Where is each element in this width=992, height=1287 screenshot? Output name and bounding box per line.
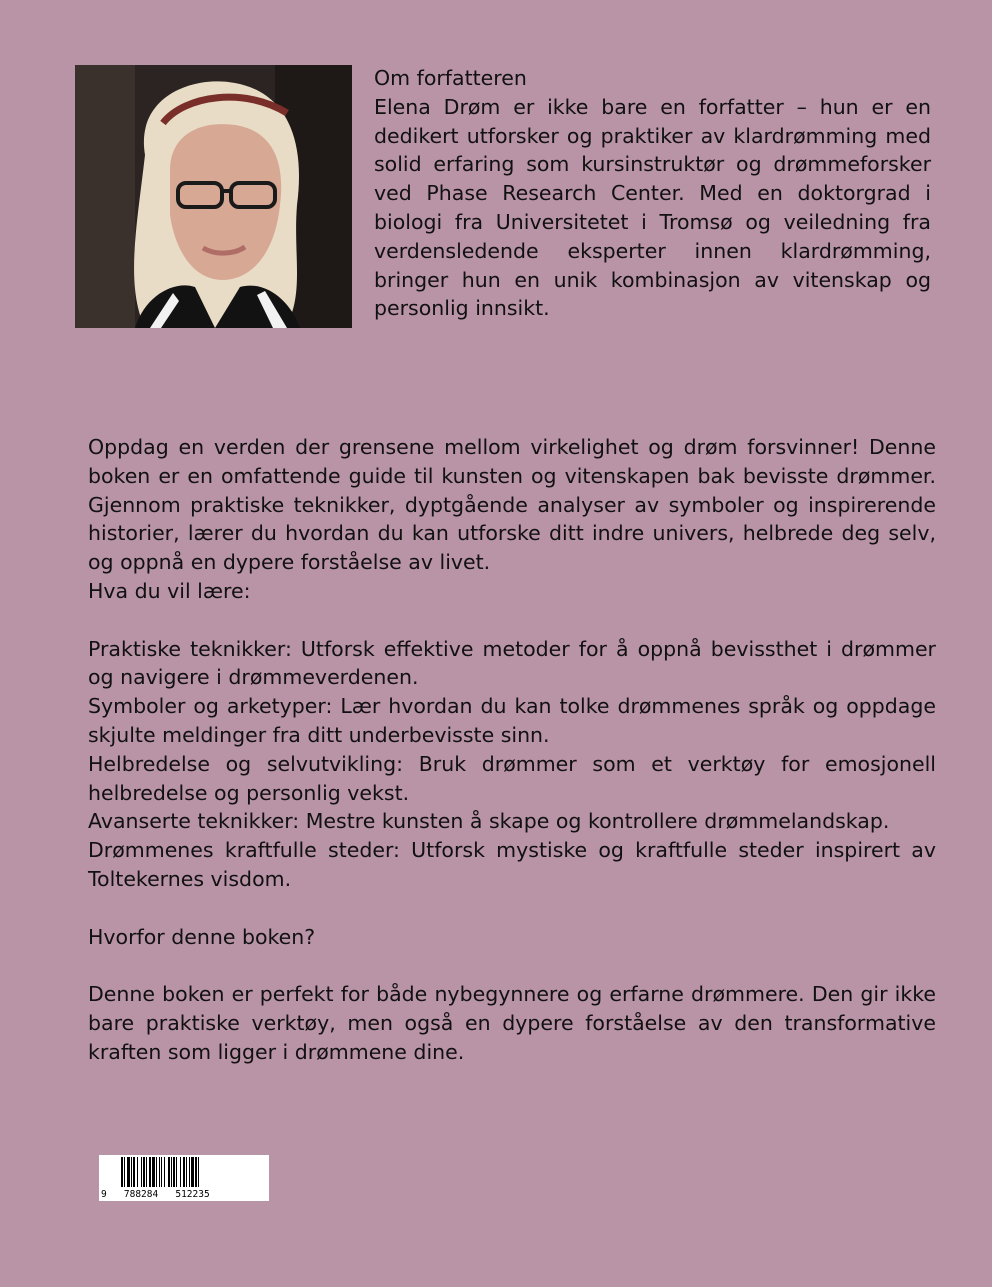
learn-item: Drømmenes kraftfulle steder: Utforsk mystiske og kraftfulle steder inspirert av Toltekernes visdom. [88, 838, 936, 891]
learn-item: Symboler og arketyper: Lær hvordan du kan tolke drømmenes språk og oppdage skjulte meldinger fra ditt underbevisste sinn. [88, 694, 936, 747]
learn-heading: Hva du vil lære: [88, 578, 251, 603]
author-bio: Elena Drøm er ikke bare en forfatter – hun er en dedikert utforsker og praktiker av klardrømming med solid erfaring som kursinstruktør og drømmeforsker ved Phase Research Center. Med en doktorgrad i biologi fra Universitetet i Tromsø og veiledning fra verdensledende eksperter innen klardrømming, bringer hun en unik kombinasjon av vitenskap og personlig innsikt. [374, 94, 931, 321]
why-paragraph: Denne boken er perfekt for både nybegynnere og erfarne drømmere. Den gir ikke bare praktiske verktøy, men også en dypere forståelse av den transformative kraften som ligger i drømmene dine. [88, 982, 936, 1064]
book-description [88, 433, 936, 1067]
learn-item: Avanserte teknikker: Mestre kunsten å skape og kontrollere drømmelandskap. [88, 809, 890, 834]
author-photo [75, 65, 352, 328]
author-section [374, 64, 931, 323]
learn-item: Helbredelse og selvutvikling: Bruk drømmer som et verktøy for emosjonell helbredelse og personlig vekst. [88, 751, 936, 805]
barcode-digits: 9 788284 512235 [101, 1189, 210, 1200]
intro-paragraph: Oppdag en verden der grensene mellom virkelighet og drøm forsvinner! Denne boken er en omfattende guide til kunsten og vitenskapen bak bevisste drømmer. Gjennom praktiske teknikker, dyptgående analyser av symboler og inspirerende historier, lærer du hvordan du kan utforske ditt indre univers, helbrede deg selv, og oppnå en dypere forståelse av livet. [88, 435, 936, 575]
author-heading: Om forfatteren [374, 66, 527, 90]
isbn-barcode [99, 1155, 269, 1201]
why-heading: Hvorfor denne boken? [88, 924, 316, 949]
learn-item: Praktiske teknikker: Utforsk effektive metoder for å oppnå bevissthet i drømmer og navigere i drømmeverdenen. [88, 636, 936, 690]
barcode-bars [99, 1155, 269, 1189]
